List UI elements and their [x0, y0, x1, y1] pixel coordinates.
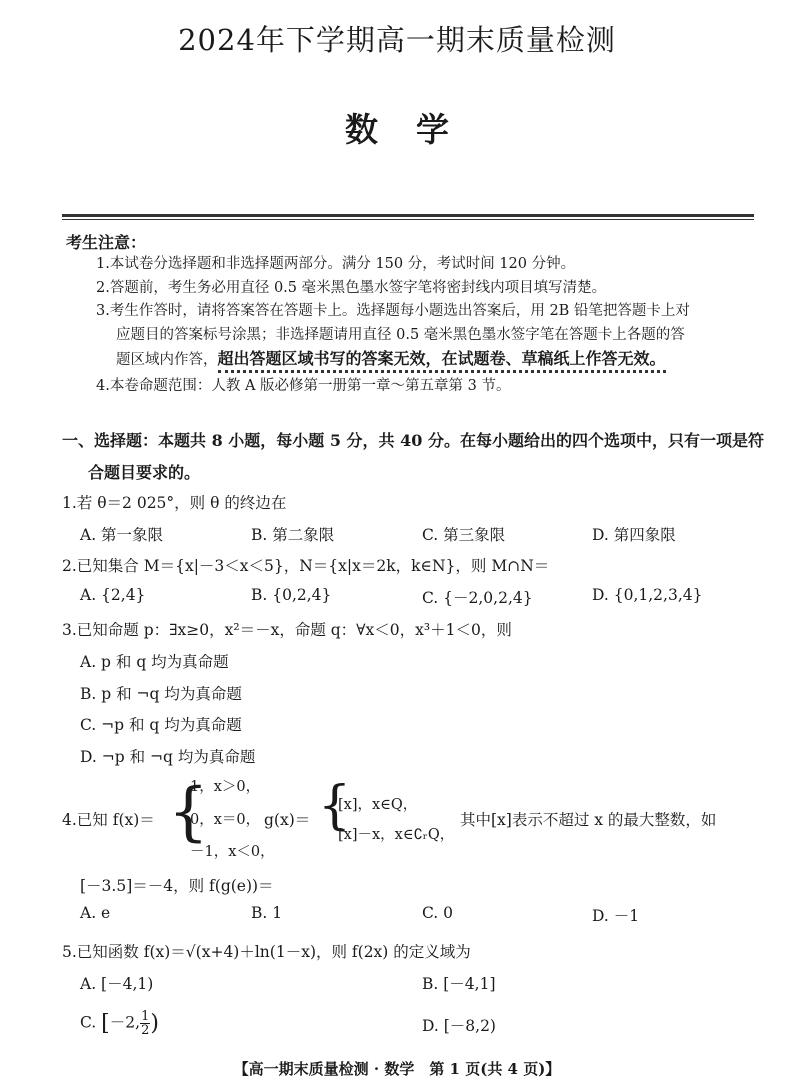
question-3-option-d: D. ¬p 和 ¬q 均为真命题 — [80, 748, 256, 766]
question-4-option-b: B. 1 — [251, 904, 283, 922]
question-4-suffix: 其中[x]表示不超过 x 的最大整数，如 — [460, 811, 717, 829]
notice-item-1: 1.本试卷分选择题和非选择题两部分。满分 150 分，考试时间 120 分钟。 — [96, 256, 576, 272]
option-c-right-paren: ) — [150, 1011, 159, 1036]
g-case-1: [x]，x∈Q， — [338, 797, 418, 813]
question-2-option-b: B. {0,2,4} — [251, 586, 332, 604]
notice-warning: 超出答题区域书写的答案无效，在试题卷、草稿纸上作答无效。 — [218, 349, 666, 373]
question-3-option-a: A. p 和 q 均为真命题 — [80, 653, 229, 671]
exam-title: 2024年下学期高一期末质量检测 — [178, 23, 616, 57]
f-case-2: 0，x＝0， — [190, 812, 261, 828]
question-2-option-d: D. {0,1,2,3,4} — [592, 586, 703, 604]
notice-item-3-line-1: 3.考生作答时，请将答案答在答题卡上。选择题每小题选出答案后，用 2B 铅笔把答题卡上对 — [96, 303, 690, 319]
f-left-brace: { — [168, 775, 209, 849]
notice-title: 考生注意： — [66, 233, 147, 252]
question-3-stem: 3.已知命题 p：∃x≥0，x²＝－x，命题 q：∀x＜0，x³＋1＜0，则 — [62, 621, 512, 639]
notice-item-4: 4.本卷命题范围：人教 A 版必修第一册第一章～第五章第 3 节。 — [96, 378, 511, 394]
option-c-left-bracket: [ — [101, 1011, 110, 1036]
question-4-option-c: C. 0 — [422, 904, 454, 922]
question-3-option-b: B. p 和 ¬q 均为真命题 — [80, 685, 242, 703]
option-c-value: －2, — [109, 1013, 141, 1032]
section-1-heading: 一、选择题：本题共 8 小题，每小题 5 分，共 40 分。在每小题给出的四个选项中，只有一项是符 — [62, 431, 764, 450]
question-4-line-2: [－3.5]＝－4，则 f(g(e))＝ — [80, 877, 274, 895]
question-4-option-d: D. －1 — [592, 907, 640, 925]
subject-title: 数学 — [345, 110, 487, 149]
question-5-option-a: A. [－4,1) — [80, 975, 154, 993]
section-1-heading-cont: 合题目要求的。 — [88, 463, 201, 482]
fraction-denominator: 2 — [141, 1023, 150, 1038]
header-rule-thin — [62, 219, 754, 220]
question-4-prefix: 4.已知 f(x)＝ — [62, 811, 155, 829]
question-1-option-b: B. 第二象限 — [251, 526, 335, 544]
header-rule-thick — [62, 214, 754, 217]
fraction-numerator: 1 — [141, 1009, 150, 1024]
question-5-option-c — [80, 1010, 159, 1037]
question-5-stem: 5.已知函数 f(x)＝√(x+4)＋ln(1－x)，则 f(2x) 的定义域为 — [62, 943, 471, 961]
option-c-prefix: C. — [80, 1013, 102, 1032]
f-case-1: 1，x＞0， — [190, 779, 261, 795]
question-4-option-a: A. e — [80, 904, 111, 922]
question-1-option-a: A. 第一象限 — [80, 526, 164, 544]
notice-item-3-line-3 — [116, 346, 666, 369]
question-1-stem: 1.若 θ＝2 025°，则 θ 的终边在 — [62, 494, 287, 512]
question-2-stem: 2.已知集合 M＝{x|－3＜x＜5}，N＝{x|x＝2k，k∈N}，则 M∩N＝ — [62, 557, 550, 575]
f-case-3: －1，x＜0， — [190, 844, 275, 860]
g-left-brace: { — [318, 776, 352, 836]
notice-item-2: 2.答题前，考生务必用直径 0.5 毫米黑色墨水签字笔将密封线内项目填写清楚。 — [96, 280, 607, 296]
option-c-fraction — [140, 1010, 150, 1037]
question-2-option-c: C. {－2,0,2,4} — [422, 589, 533, 607]
g-label: g(x)＝ — [264, 811, 311, 829]
question-5-option-d: D. [－8,2) — [422, 1017, 496, 1035]
question-1-option-c: C. 第三象限 — [422, 526, 506, 544]
page-footer: 【高一期末质量检测 · 数学 第 1 页(共 4 页)】 — [233, 1060, 561, 1078]
question-5-option-b: B. [－4,1] — [422, 975, 496, 993]
question-1-option-d: D. 第四象限 — [592, 526, 676, 544]
g-case-2: [x]－x，x∈∁ᵣQ， — [338, 827, 455, 843]
notice-item-3-line-2: 应题目的答案标号涂黑；非选择题请用直径 0.5 毫米黑色墨水签字笔在答题卡上各题的答 — [116, 327, 685, 343]
notice-item-3-line-3-prefix: 题区域内作答， — [116, 352, 218, 368]
question-3-option-c: C. ¬p 和 q 均为真命题 — [80, 716, 242, 734]
question-2-option-a: A. {2,4} — [80, 586, 146, 604]
